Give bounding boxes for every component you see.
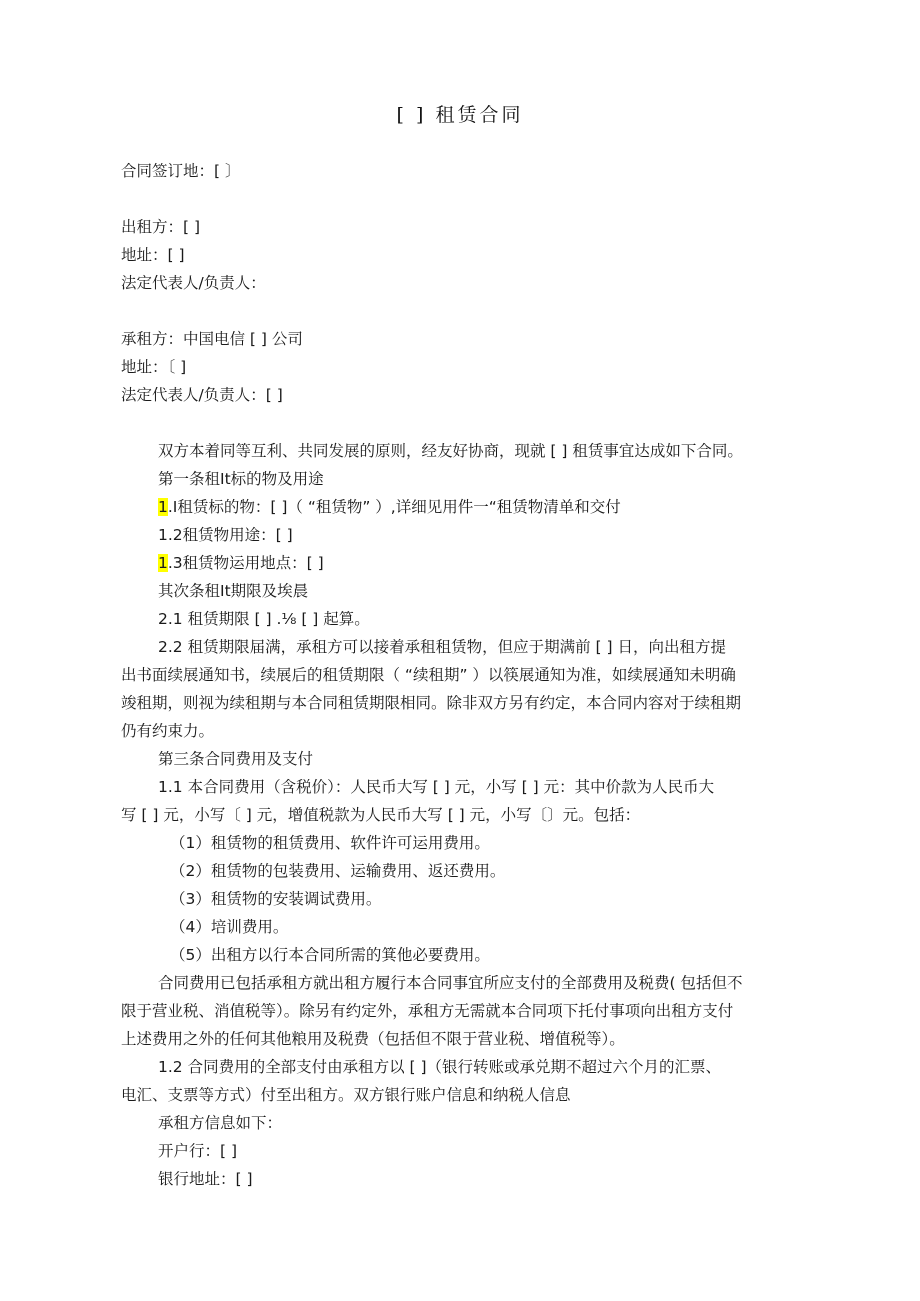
article1-item1-text: .I租赁标的物：[ ]（ “租赁物” ）,详细见用件一“租赁物清单和交付: [167, 498, 621, 516]
lessee-info-heading: 承租方信息如下：: [158, 1114, 283, 1132]
article3-item1-line2: 写 [ ] 元，小写〔 ] 元，增值税款为人民币大写 [ ] 元，小写〔〕元。包括：: [121, 806, 641, 824]
article2-item2-line1: 2.2 租赁期限届满，承租方可以接着承租租赁物，但应于期满前 [ ] 日，向出租方提: [158, 638, 726, 656]
inclusion-item: （1）租赁物的租赁费用、软件许可运用费用。: [170, 834, 490, 852]
document-title: [ ] 租赁合同: [396, 104, 524, 126]
lessee-bank: 开户行：[ ]: [158, 1142, 238, 1160]
lessor-representative: 法定代表人/负责人：: [121, 274, 266, 292]
article3-item1-line1: 1.1 本合同费用（含税价）：人民币大写 [ ] 元，小写 [ ] 元：其中价款为人民币大: [158, 778, 715, 796]
article2-heading: 其次条租It期限及埃晨: [158, 582, 309, 600]
article2-item2-line2: 出书面续展通知书，续展后的租赁期限（ “续租期” ）以筷展通知为准，如续展通知未明确: [121, 666, 736, 684]
article1-item3: [158, 549, 324, 577]
article3-heading: 第三条合同费用及支付: [158, 750, 314, 768]
lessor-name: 出租方：[ ]: [121, 218, 201, 236]
intro-paragraph: 双方本着同等互利、共同发展的原则，经友好协商，现就 [ ] 租赁事宜达成如下合同。: [158, 442, 743, 460]
inclusion-item: （3）租赁物的安装调试费用。: [170, 890, 382, 908]
article2-item1: 2.1 租赁期限 [ ] .⅛ [ ] 起算。: [158, 610, 370, 628]
lessee-name: 承租方：中国电信 [ ] 公司: [121, 330, 303, 348]
fee-note-line3: 上述费用之外的任何其他粮用及税费（包括但不限于营业税、增值税等）。: [121, 1030, 625, 1048]
article3-item2-line2: 电汇、支票等方式）付至出租方。双方银行账户信息和纳税人信息: [121, 1086, 571, 1104]
lessee-address: 地址：〔 ]: [121, 358, 187, 376]
article1-heading: 第一条租It标的物及用途: [158, 470, 324, 488]
fee-note-line1: 合同费用已包括承租方就出租方履行本合同事宜所应支付的全部费用及税费( 包括但不: [158, 974, 743, 992]
article1-item3-text: .3租赁物运用地点：[ ]: [167, 554, 324, 572]
inclusion-item: （4）培训费用。: [170, 918, 289, 936]
inclusion-item: （2）租赁物的包装费用、运输费用、返还费用。: [170, 862, 506, 880]
article2-item2-line3: 竣租期，则视为续租期与本合同租赁期限相同。除非双方另有约定，本合同内容对于续租期: [121, 694, 742, 712]
fee-note-line2: 限于营业税、消值税等）。除另有约定外，承租方无需就本合同项下托付事项向出租方支付: [121, 1002, 734, 1020]
article1-item2: 1.2租赁物用途：[ ]: [158, 526, 293, 544]
lessee-representative: 法定代表人/负责人：[ ]: [121, 386, 283, 404]
signing-place: 合同签订地：[ 〕: [121, 162, 241, 180]
lessor-address: 地址：[ ]: [121, 246, 185, 264]
lessee-bank-address: 银行地址：[ ]: [158, 1170, 253, 1188]
highlight-mark: 1: [158, 554, 168, 572]
article3-item2-line1: 1.2 合同费用的全部支付由承租方以 [ ]（银行转账或承兑期不超过六个月的汇票、: [158, 1058, 722, 1076]
highlight-mark: 1: [158, 498, 168, 516]
article2-item2-line4: 仍有约束力。: [121, 722, 215, 740]
inclusion-item: （5）出租方以行本合同所需的箕他必要费用。: [170, 946, 490, 964]
article1-item1: [158, 493, 621, 521]
